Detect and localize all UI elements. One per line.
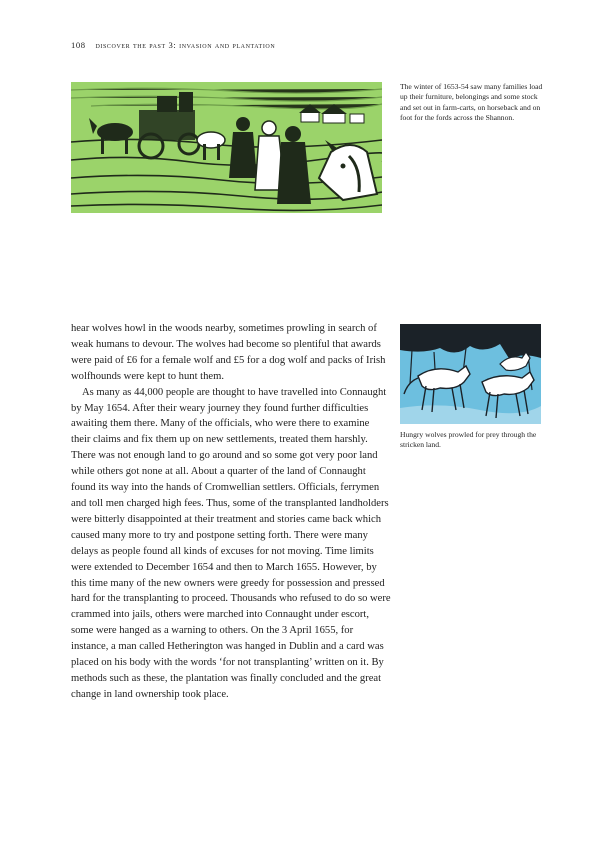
figure-caption-wolves: Hungry wolves prowled for prey through the stricken land. (400, 430, 537, 450)
paragraph: hear wolves howl in the woods nearby, sometimes prowling in search of weak humans to devour. The wolves had become so plentiful that awards were paid of £6 for a female wolf and £5 for a dog wolf and packs of Irish wolfhounds were kept to hunt them. (71, 323, 386, 382)
transplantation-journey-illustration (71, 82, 382, 213)
wolves-illustration (400, 324, 541, 424)
page-number: 108 (71, 40, 86, 50)
body-text (71, 321, 391, 703)
paragraph: As many as 44,000 people are thought to have travelled into Connaught by May 1654. After their weary journey they found further difficulties awaiting them there. Many of the officials, who were there to examine their claims and fix them up on new settlements, treated them harshly. There was not enough land to go around and so some got very poor land while others got none at all. About a quarter of the land of Connaught found its way into the hands of Cromwellian settlers. Officials, ferrymen and toll men charged high fees. Thus, some of the transplanted landholders were bitterly disappointed at their treatment and stories came back which caused many more to try and postpone setting forth. There were many delays as people found all kinds of excuses for not moving. Time limits were extended to December 1654 and then to March 1655. However, by this time many of the new owners were greedy for possession and pressed hard for the transplanting to proceed. Thousands who refused to do so were crammed into jails, others were marched into Connaught under escort, some were hanged as a warning to others. On the 3 April 1655, for instance, a man called Hetherington was hanged in Dublin and a card was placed on his body with the words ‘for not transplanting’ written on it. By methods such as these, the plantation was finally concluded and the great change in land ownership took place. (71, 386, 391, 700)
running-header (71, 40, 275, 50)
figure-caption-journey: The winter of 1653-54 saw many families load up their furniture, belongings and some stock and set out in farm-carts, on horseback and on foot for the fords across the Shannon. (400, 82, 543, 123)
running-title: discover the past 3: invasion and plantation (95, 40, 276, 50)
